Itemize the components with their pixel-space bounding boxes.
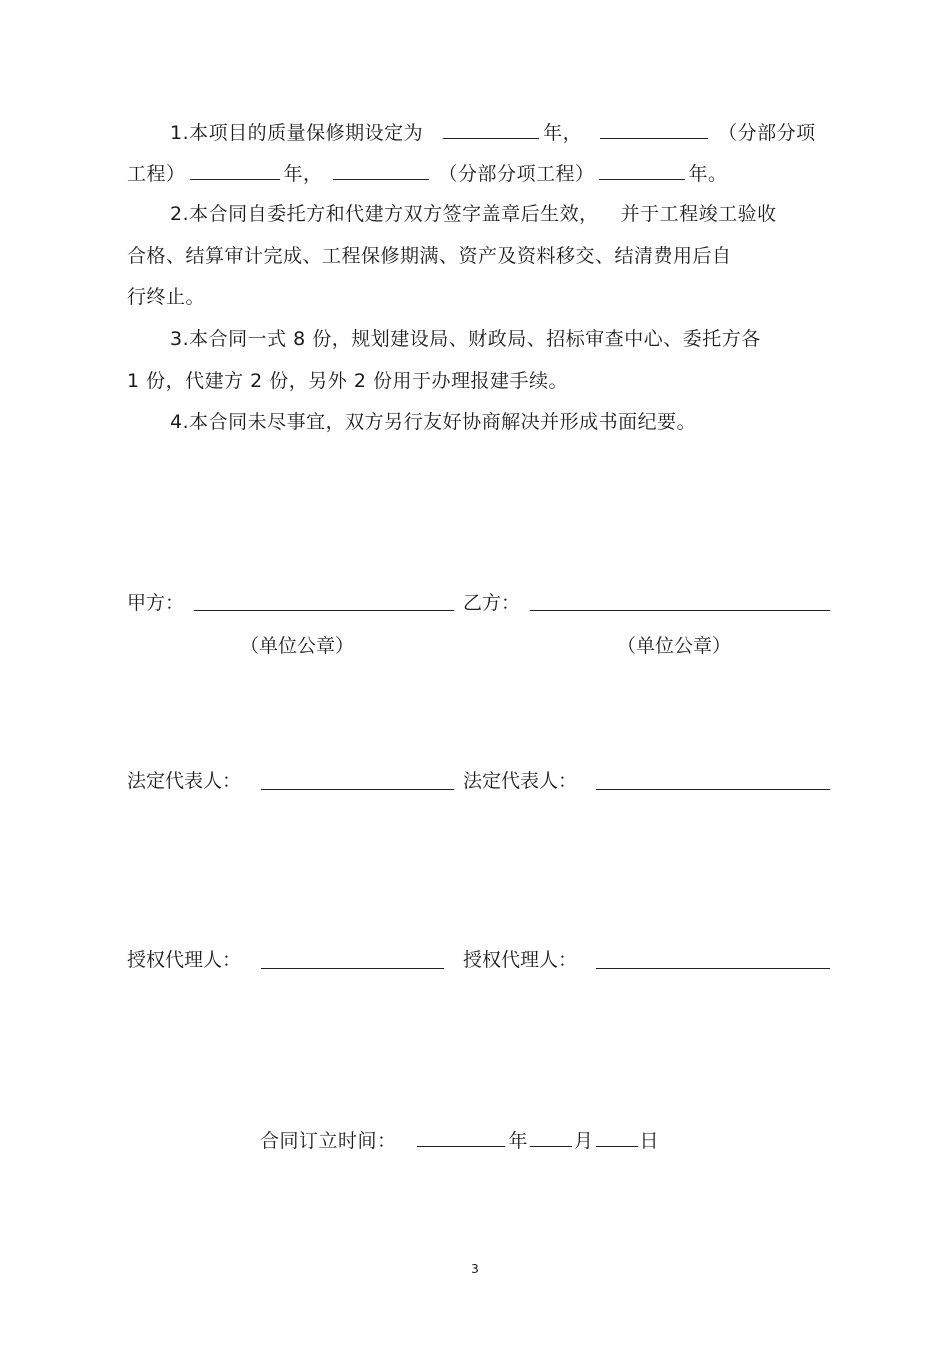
clause-2-line-3 (127, 284, 205, 310)
clause-3-text-b: 1 份，代建方 2 份，另外 2 份用于办理报建手续。 (127, 370, 568, 392)
year-end-label: 年。 (688, 163, 728, 185)
year-label: 年， (283, 163, 323, 185)
agent-a-signature-line[interactable] (261, 967, 444, 969)
sub-project-2-blank[interactable] (333, 159, 429, 180)
agent-a-label: 授权代理人： (127, 949, 242, 971)
year-label: 年， (543, 122, 583, 144)
legal-rep-a-signature-line[interactable] (261, 788, 454, 790)
clause-2-text-a: 2.本合同自委托方和代建方双方签字盖章后生效， (170, 203, 599, 225)
sub-project-1-years-blank[interactable] (190, 159, 280, 180)
party-a-label: 甲方： (127, 592, 185, 614)
agent-b-signature-line[interactable] (596, 967, 830, 969)
clause-1-line-1 (170, 118, 816, 146)
clause-4-text: 4.本合同未尽事宜，双方另行友好协商解决并形成书面纪要。 (170, 411, 697, 433)
date-year-label: 年 (508, 1130, 529, 1152)
clause-3-line-2 (127, 368, 568, 394)
party-a-signature-line[interactable] (194, 609, 454, 611)
sub-project-label-open: （分部分项 (718, 122, 816, 144)
date-month-blank[interactable] (530, 1126, 572, 1147)
date-year-blank[interactable] (417, 1126, 505, 1147)
sub-project-label-close: 工程） (127, 163, 186, 185)
sub-project-1-blank[interactable] (600, 118, 708, 139)
legal-rep-b-signature-line[interactable] (596, 788, 830, 790)
clause-3-line-1 (170, 326, 761, 352)
clause-1-line-2 (127, 159, 728, 187)
party-b-label: 乙方： (463, 592, 521, 614)
page-number: 3 (471, 1262, 479, 1276)
sub-project-label-full: （分部分项工程） (438, 163, 595, 185)
date-day-label: 日 (639, 1130, 660, 1152)
legal-rep-a-label: 法定代表人： (127, 770, 242, 792)
clause-3-text-a: 3.本合同一式 8 份，规划建设局、财政局、招标审查中心、委托方各 (170, 328, 761, 350)
clause-4-line-1 (170, 409, 696, 435)
party-a-seal-label: （单位公章） (240, 635, 355, 657)
party-b-signature-line[interactable] (530, 609, 830, 611)
date-day-blank[interactable] (596, 1126, 638, 1147)
clause-2-text-b: 并于工程竣工验收 (620, 203, 777, 225)
sub-project-2-years-blank[interactable] (599, 159, 685, 180)
legal-rep-b-label: 法定代表人： (463, 770, 578, 792)
contract-date-line (260, 1126, 659, 1154)
party-b-seal-label: （单位公章） (617, 635, 732, 657)
agent-b-label: 授权代理人： (463, 949, 578, 971)
clause-1-text: 1.本项目的质量保修期设定为 (170, 122, 424, 144)
clause-2-text-d: 行终止。 (127, 286, 206, 308)
clause-2-line-1 (170, 201, 777, 227)
date-month-label: 月 (574, 1130, 594, 1152)
clause-2-text-c: 合格、结算审计完成、工程保修期满、资产及资料移交、结清费用后自 (127, 245, 732, 267)
clause-2-line-2 (127, 243, 732, 269)
contract-date-label: 合同订立时间： (260, 1130, 397, 1152)
warranty-years-blank[interactable] (443, 118, 539, 139)
